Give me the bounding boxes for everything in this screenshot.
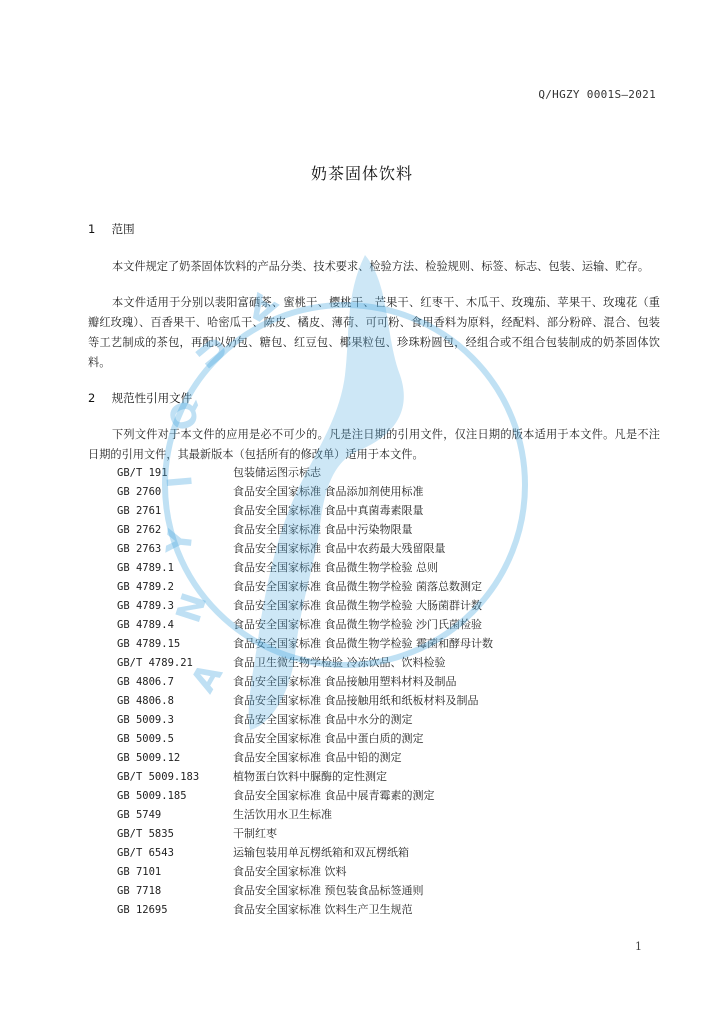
svg-text:U: U [188, 328, 237, 375]
reference-row [117, 577, 677, 596]
reference-row [117, 862, 677, 881]
reference-code: GB 4806.7 [117, 676, 174, 688]
document-title: 奶茶固体饮料 [310, 164, 413, 183]
reference-code: GB 4789.1 [117, 562, 174, 574]
reference-row [117, 881, 677, 900]
reference-row [117, 653, 677, 672]
reference-row [117, 710, 677, 729]
reference-code: GB 2761 [117, 505, 162, 517]
section-2-paragraph: 下列文件对于本文件的应用是必不可少的。凡是注日期的引用文件，仅注日期的版本适用于本文件。凡是不注日期的引用文件，其最新版本（包括所有的修改单）适用于本文件。 [88, 428, 660, 461]
reference-title: 干制红枣 [233, 827, 277, 840]
reference-title: 植物蛋白饮料中脲酶的定性测定 [233, 770, 387, 783]
reference-title: 食品安全国家标准 饮料 [233, 865, 347, 878]
reference-row [117, 672, 677, 691]
reference-title: 运输包装用单瓦楞纸箱和双瓦楞纸箱 [233, 846, 409, 859]
reference-code: GB/T 191 [117, 467, 168, 479]
reference-code: GB 5749 [117, 809, 162, 821]
reference-title: 食品安全国家标准 饮料生产卫生规范 [233, 903, 413, 916]
reference-title: 食品安全国家标准 食品接触用塑料材料及制品 [233, 675, 457, 688]
svg-text:I: I [160, 473, 201, 490]
reference-code: GB/T 5835 [117, 828, 174, 840]
svg-text:Q: Q [160, 394, 209, 436]
reference-code: GB/T 4789.21 [117, 657, 193, 669]
section-2-number: 2 [88, 391, 96, 405]
section-2-heading [88, 390, 192, 406]
reference-title: 食品安全国家标准 食品添加剂使用标准 [233, 485, 424, 498]
reference-title: 食品安全国家标准 预包装食品标签通则 [233, 884, 424, 897]
section-1-paragraph-2: 本文件适用于分别以裴阳富硒茶、蜜桃干、樱桃干、芒果干、红枣干、木瓜干、玫瑰茄、苹果干、玫瑰花（重瓣红玫瑰）、百香果干、哈密瓜干、陈皮、橘皮、薄荷、可可粉、食用香料为原料，经配料、部分粉碎、混合、包装等工艺制成的茶包，再配以奶包、糖包、红豆包、椰果粒包、珍珠粉圆包，经组合或不组合包装制成的奶茶固体饮料。 [88, 296, 660, 369]
reference-row [117, 539, 677, 558]
reference-code: GB 4789.3 [117, 600, 174, 612]
reference-code: GB 7718 [117, 885, 162, 897]
reference-code: GB 4806.8 [117, 695, 174, 707]
reference-code: GB 2762 [117, 524, 162, 536]
reference-row [117, 463, 677, 482]
reference-row [117, 482, 677, 501]
reference-title: 食品安全国家标准 食品微生物学检验 大肠菌群计数 [233, 599, 482, 612]
reference-code: GB 4789.4 [117, 619, 174, 631]
reference-title: 食品安全国家标准 食品中污染物限量 [233, 523, 413, 536]
reference-code: GB/T 5009.183 [117, 771, 200, 783]
reference-title: 食品安全国家标准 食品中铅的测定 [233, 751, 402, 764]
section-1-title: 范围 [111, 222, 135, 236]
reference-row [117, 596, 677, 615]
reference-row [117, 748, 677, 767]
reference-title: 包装储运图示标志 [233, 466, 321, 479]
reference-title: 食品安全国家标准 食品微生物学检验 霉菌和酵母计数 [233, 637, 493, 650]
reference-title: 食品安全国家标准 食品中农药最大残留限量 [233, 542, 446, 555]
reference-title: 生活饮用水卫生标准 [233, 808, 332, 821]
reference-title: 食品安全国家标准 食品微生物学检验 沙门氏菌检验 [233, 618, 482, 631]
reference-title: 食品安全国家标准 食品中真菌毒素限量 [233, 504, 424, 517]
reference-row [117, 634, 677, 653]
reference-code: GB 4789.2 [117, 581, 174, 593]
reference-row [117, 558, 677, 577]
reference-row [117, 900, 677, 919]
section-2-title: 规范性引用文件 [111, 391, 193, 405]
reference-code: GB 5009.12 [117, 752, 181, 764]
reference-row [117, 843, 677, 862]
reference-title: 食品安全国家标准 食品中水分的测定 [233, 713, 413, 726]
reference-code: GB 12695 [117, 904, 168, 916]
reference-row [117, 501, 677, 520]
reference-row [117, 824, 677, 843]
reference-title: 食品安全国家标准 食品中展青霉素的测定 [233, 789, 435, 802]
reference-code: GB 5009.3 [117, 714, 174, 726]
reference-title: 食品安全国家标准 食品接触用纸和纸板材料及制品 [233, 694, 479, 707]
reference-title: 食品安全国家标准 食品微生物学检验 总则 [233, 561, 438, 574]
reference-row [117, 786, 677, 805]
reference-row [117, 615, 677, 634]
reference-row [117, 520, 677, 539]
reference-row [117, 691, 677, 710]
reference-code: GB 7101 [117, 866, 162, 878]
reference-code: GB 2760 [117, 486, 162, 498]
svg-text:Y: Y [159, 527, 202, 556]
section-1-number: 1 [88, 222, 96, 236]
reference-row [117, 805, 677, 824]
reference-row [117, 767, 677, 786]
reference-code: GB 4789.15 [117, 638, 181, 650]
svg-text:A: A [183, 656, 231, 700]
reference-code: GB 5009.185 [117, 790, 187, 802]
reference-title: 食品安全国家标准 食品微生物学检验 菌落总数测定 [233, 580, 482, 593]
svg-text:A: A [241, 284, 285, 332]
reference-title: 食品卫生微生物学检验 冷冻饮品、饮料检验 [233, 656, 446, 669]
reference-title: 食品安全国家标准 食品中蛋白质的测定 [233, 732, 424, 745]
page-number: 1 [635, 940, 642, 953]
section-1-heading [88, 221, 135, 237]
reference-code: GB/T 6543 [117, 847, 174, 859]
reference-code: GB 5009.5 [117, 733, 174, 745]
reference-row [117, 729, 677, 748]
reference-list [117, 463, 677, 919]
section-1-paragraph-1: 本文件规定了奶茶固体饮料的产品分类、技术要求、检验方法、检验规则、标签、标志、包装、运输、贮存。 [112, 260, 650, 273]
reference-code: GB 2763 [117, 543, 162, 555]
svg-text:N: N [168, 588, 216, 628]
standard-code: Q/HGZY 0001S—2021 [538, 88, 656, 101]
